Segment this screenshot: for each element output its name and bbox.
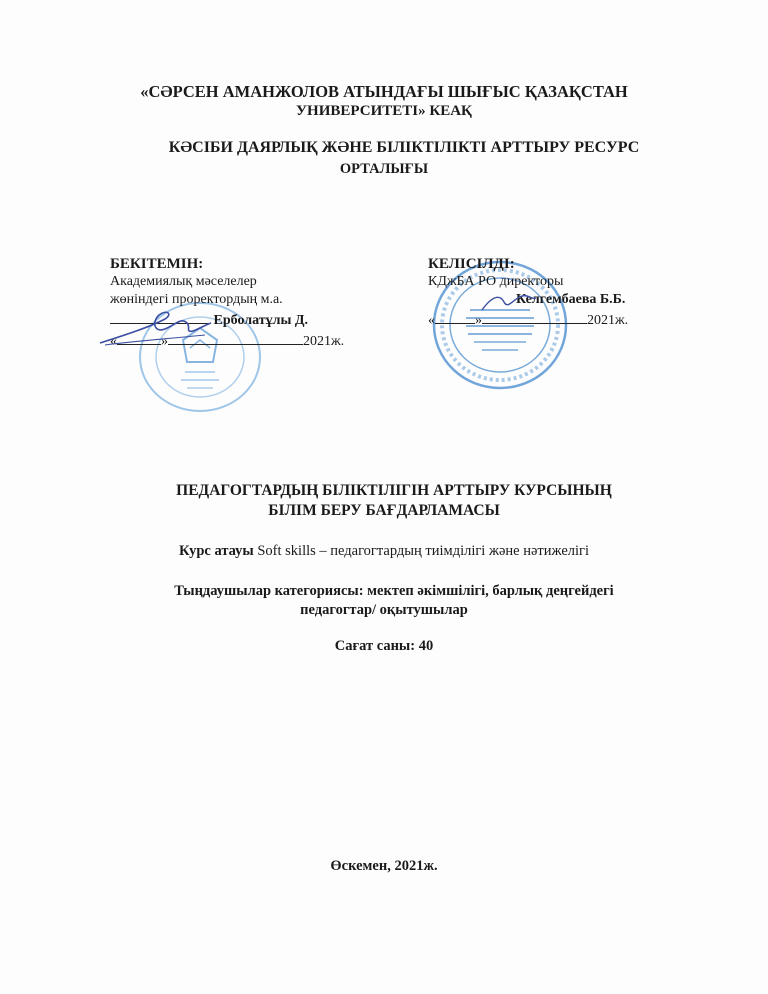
agreement-date-open: «: [428, 313, 435, 328]
agreer-name: Келгембаева Б.Б.: [516, 292, 626, 307]
approver-position-line2: жөніндегі проректордың м.а.: [110, 292, 283, 307]
approval-year: 2021ж.: [303, 334, 345, 349]
approval-date-open: «: [110, 334, 117, 349]
approver-name: Ерболатұлы Д.: [213, 313, 309, 328]
agreement-block: [428, 255, 668, 330]
agreement-date-line: [428, 309, 668, 330]
signature-right: [478, 288, 538, 318]
course-label: Курс атауы: [178, 543, 254, 559]
audience-category-line2: педагогтар/ оқытушылар: [300, 602, 468, 618]
audience-category-line1: Тыңдаушылар категориясы: мектеп әкімшілігі, барлық деңгейдегі: [174, 583, 614, 599]
city-year: Өскемен, 2021ж.: [330, 858, 438, 874]
center-name-line1: КӘСІБИ ДАЯРЛЫҚ ЖӘНЕ БІЛІКТІЛІКТІ АРТТЫРУ РЕСУРС: [168, 139, 640, 156]
approver-position-line1: Академиялық мәселелер: [110, 274, 257, 289]
signature-left: [95, 305, 215, 350]
university-name-line1: «СӘРСЕН АМАНЖОЛОВ АТЫНДАҒЫ ШЫҒЫС ҚАЗАҚСТАН: [140, 82, 628, 101]
approval-title: БЕКІТЕМІН:: [110, 256, 204, 272]
program-title-line2: БІЛІМ БЕРУ БАҒДАРЛАМАСЫ: [268, 502, 500, 519]
agreer-position: КДжБА РО директоры: [428, 274, 564, 289]
approval-date-close: »: [161, 334, 168, 349]
agreer-signature-line: [428, 291, 668, 309]
hours-count: Сағат саны: 40: [334, 638, 434, 654]
agreement-title: КЕЛІСІЛДІ:: [428, 256, 515, 272]
center-name-line2: ОРТАЛЫҒЫ: [339, 161, 429, 177]
university-name-line2: УНИВЕРСИТЕТІ» КЕАҚ: [296, 103, 472, 119]
agreement-year: 2021ж.: [587, 313, 629, 328]
agreement-date-close: »: [475, 313, 482, 328]
program-title-line1: ПЕДАГОГТАРДЫҢ БІЛІКТІЛІГІН АРТТЫРУ КУРСЫНЫҢ: [176, 482, 612, 499]
course-name: [0, 543, 768, 560]
course-value: Soft skills – педагогтардың тиімділігі және нәтижелігі: [257, 543, 590, 559]
